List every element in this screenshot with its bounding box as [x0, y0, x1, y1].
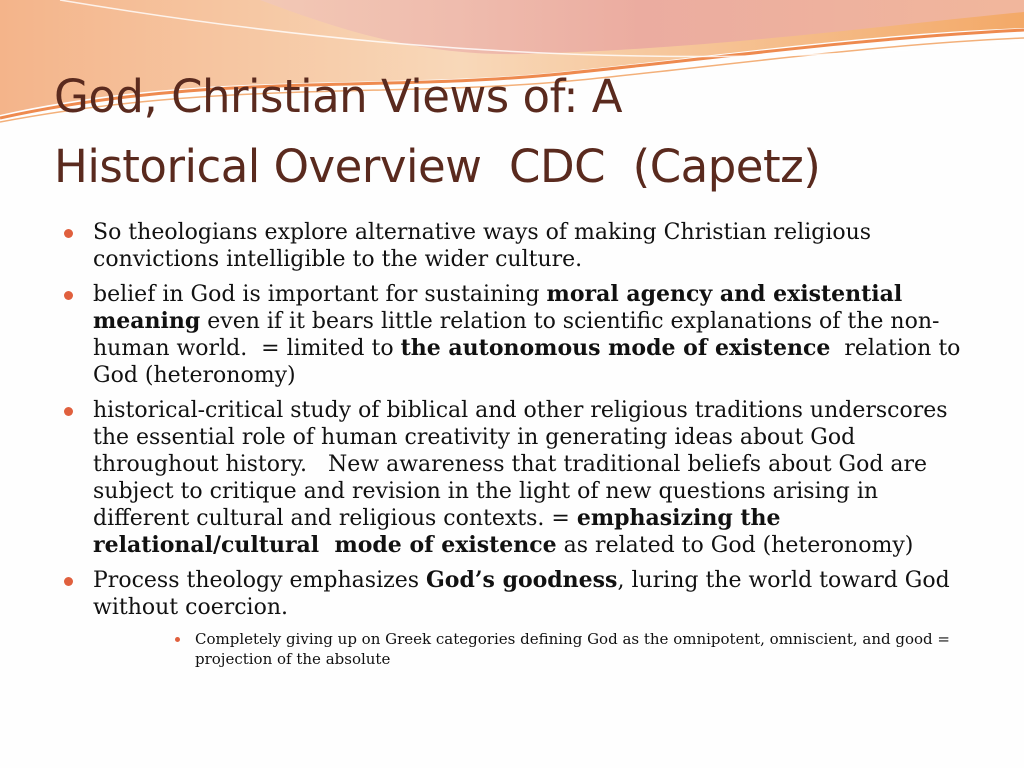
bullet-segment: relation to God (heteronomy)	[93, 336, 968, 388]
bullet-text	[93, 568, 957, 620]
bullet-text	[93, 282, 967, 388]
sub-bullet-marker-icon	[175, 637, 180, 642]
bullet-segment: even if it bears little relation to scientific explanations of the non-human world. = limited to	[93, 309, 940, 361]
bullet-segment: historical-critical study of biblical and other religious traditions underscores the essential role of human creativity in generating ideas about God throughout history. New awareness that traditional beliefs about God are subject to critique and revision in the light of new questions arising in different cultural and religious contexts. =	[93, 398, 955, 531]
bullet-segment: as related to God (heteronomy)	[556, 533, 914, 558]
bullet-emphasis: emphasizing the relational/cultural mode of existence	[93, 505, 789, 558]
bullet-emphasis: moral agency and existential meaning	[93, 281, 910, 334]
bullet-emphasis: God’s goodness	[426, 567, 618, 593]
bullet-item	[62, 219, 962, 273]
bullet-marker-icon	[64, 577, 73, 586]
slide-body	[62, 219, 968, 677]
bullet-segment: , luring the world toward God without coercion.	[93, 568, 957, 620]
sub-bullet-item	[195, 629, 955, 669]
bullet-segment: belief in God is important for sustaining	[93, 282, 547, 307]
bullet-item	[62, 397, 962, 559]
bullet-segment: Process theology emphasizes	[93, 568, 427, 593]
bullet-segment: So theologians explore alternative ways of making Christian religious convictions intelligible to the wider culture.	[93, 220, 879, 272]
bullet-list	[62, 219, 968, 669]
bullet-text	[93, 398, 955, 558]
bullet-marker-icon	[64, 407, 73, 416]
bullet-marker-icon	[64, 229, 73, 238]
slide-title	[54, 62, 1004, 202]
bullet-item	[62, 567, 962, 669]
bullet-marker-icon	[64, 291, 73, 300]
sub-bullet-list	[93, 629, 962, 669]
bullet-text	[93, 220, 878, 272]
bullet-item	[62, 281, 968, 389]
sub-bullet-text: Completely giving up on Greek categories defining God as the omnipotent, omniscient, and good = projection of the absolute	[195, 630, 950, 668]
bullet-emphasis: the autonomous mode of existence	[400, 335, 831, 361]
title-line: God, Christian Views of: A	[54, 70, 623, 123]
title-line: Historical Overview CDC (Capetz)	[54, 140, 821, 193]
